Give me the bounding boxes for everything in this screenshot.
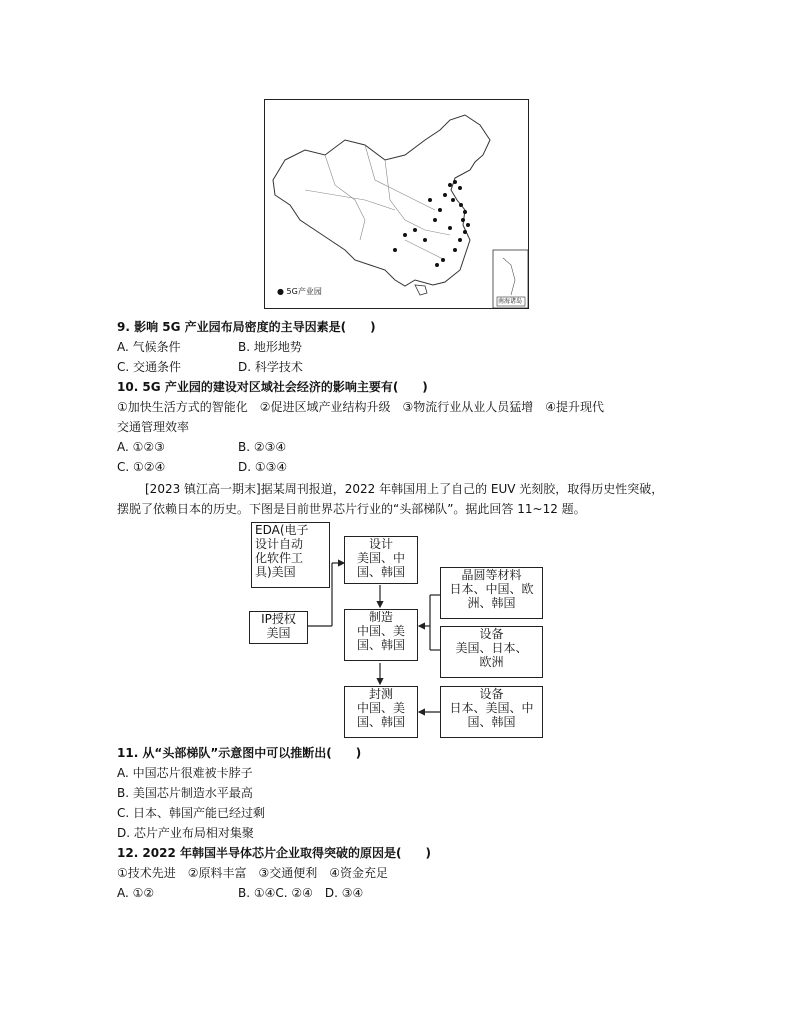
node-package: 封测 中国、美 国、韩国 [344, 686, 418, 738]
node-equipment-manufacture: 设备 美国、日本、 欧洲 [440, 626, 543, 678]
q9-option-d: D. 科学技术 [238, 360, 303, 374]
q10-stem: 10. 5G 产业园的建设对区域社会经济的影响主要有( ) [117, 380, 428, 394]
q12-items: ①技术先进 ②原料丰富 ③交通便利 ④资金充足 [117, 866, 389, 880]
node-equipment-package: 设备 日本、美国、中 国、韩国 [440, 686, 543, 738]
q9-option-c: C. 交通条件 [117, 360, 182, 374]
node-eda: EDA(电子 设计自动 化软件工 具)美国 [251, 522, 330, 588]
q11-option-b: B. 美国芯片制造水平最高 [117, 786, 253, 800]
q10-option-b: B. ②③④ [238, 440, 287, 454]
inset-label: 南海诸岛 [498, 298, 523, 305]
q10-option-a: A. ①②③ [117, 440, 165, 454]
q9-stem: 9. 影响 5G 产业园布局密度的主导因素是( ) [117, 320, 376, 334]
q10-option-d: D. ①③④ [238, 460, 288, 474]
node-ip: IP授权 美国 [249, 611, 308, 644]
q10-items-line1: ①加快生活方式的智能化 ②促进区域产业结构升级 ③物流行业从业人员猛增 ④提升现代 [117, 400, 605, 414]
q10-option-c: C. ①②④ [117, 460, 166, 474]
q10-items-line2: 交通管理效率 [117, 420, 190, 434]
q11-option-d: D. 芯片产业布局相对集聚 [117, 826, 254, 840]
legend-label: 5G产业园 [286, 287, 322, 296]
node-materials: 晶圆等材料 日本、中国、欧 洲、韩国 [440, 567, 543, 619]
q11-option-a: A. 中国芯片很难被卡脖子 [117, 766, 253, 780]
q12-stem: 12. 2022 年韩国半导体芯片企业取得突破的原因是( ) [117, 846, 431, 860]
material-intro-line1: [2023 镇江高一期末]据某周刊报道，2022 年韩国用上了自己的 EUV 光刻胶，取得历史性突破， [145, 482, 664, 496]
q11-option-c: C. 日本、韩国产能已经过剩 [117, 806, 266, 820]
q11-stem: 11. 从“头部梯队”示意图中可以推断出( ) [117, 746, 362, 760]
node-design: 设计 美国、中 国、韩国 [344, 536, 418, 584]
node-manufacture: 制造 中国、美 国、韩国 [344, 609, 418, 661]
legend-dot-icon: ● [277, 287, 284, 296]
q12-options-bcd: B. ①④C. ②④ D. ③④ [238, 886, 364, 900]
q12-option-a: A. ①② [117, 886, 155, 900]
q9-option-a: A. 气候条件 [117, 340, 181, 354]
q9-option-b: B. 地形地势 [238, 340, 302, 354]
material-intro-line2: 摆脱了依赖日本的历史。下图是目前世界芯片行业的“头部梯队”。据此回答 11~12 题。 [117, 502, 586, 516]
